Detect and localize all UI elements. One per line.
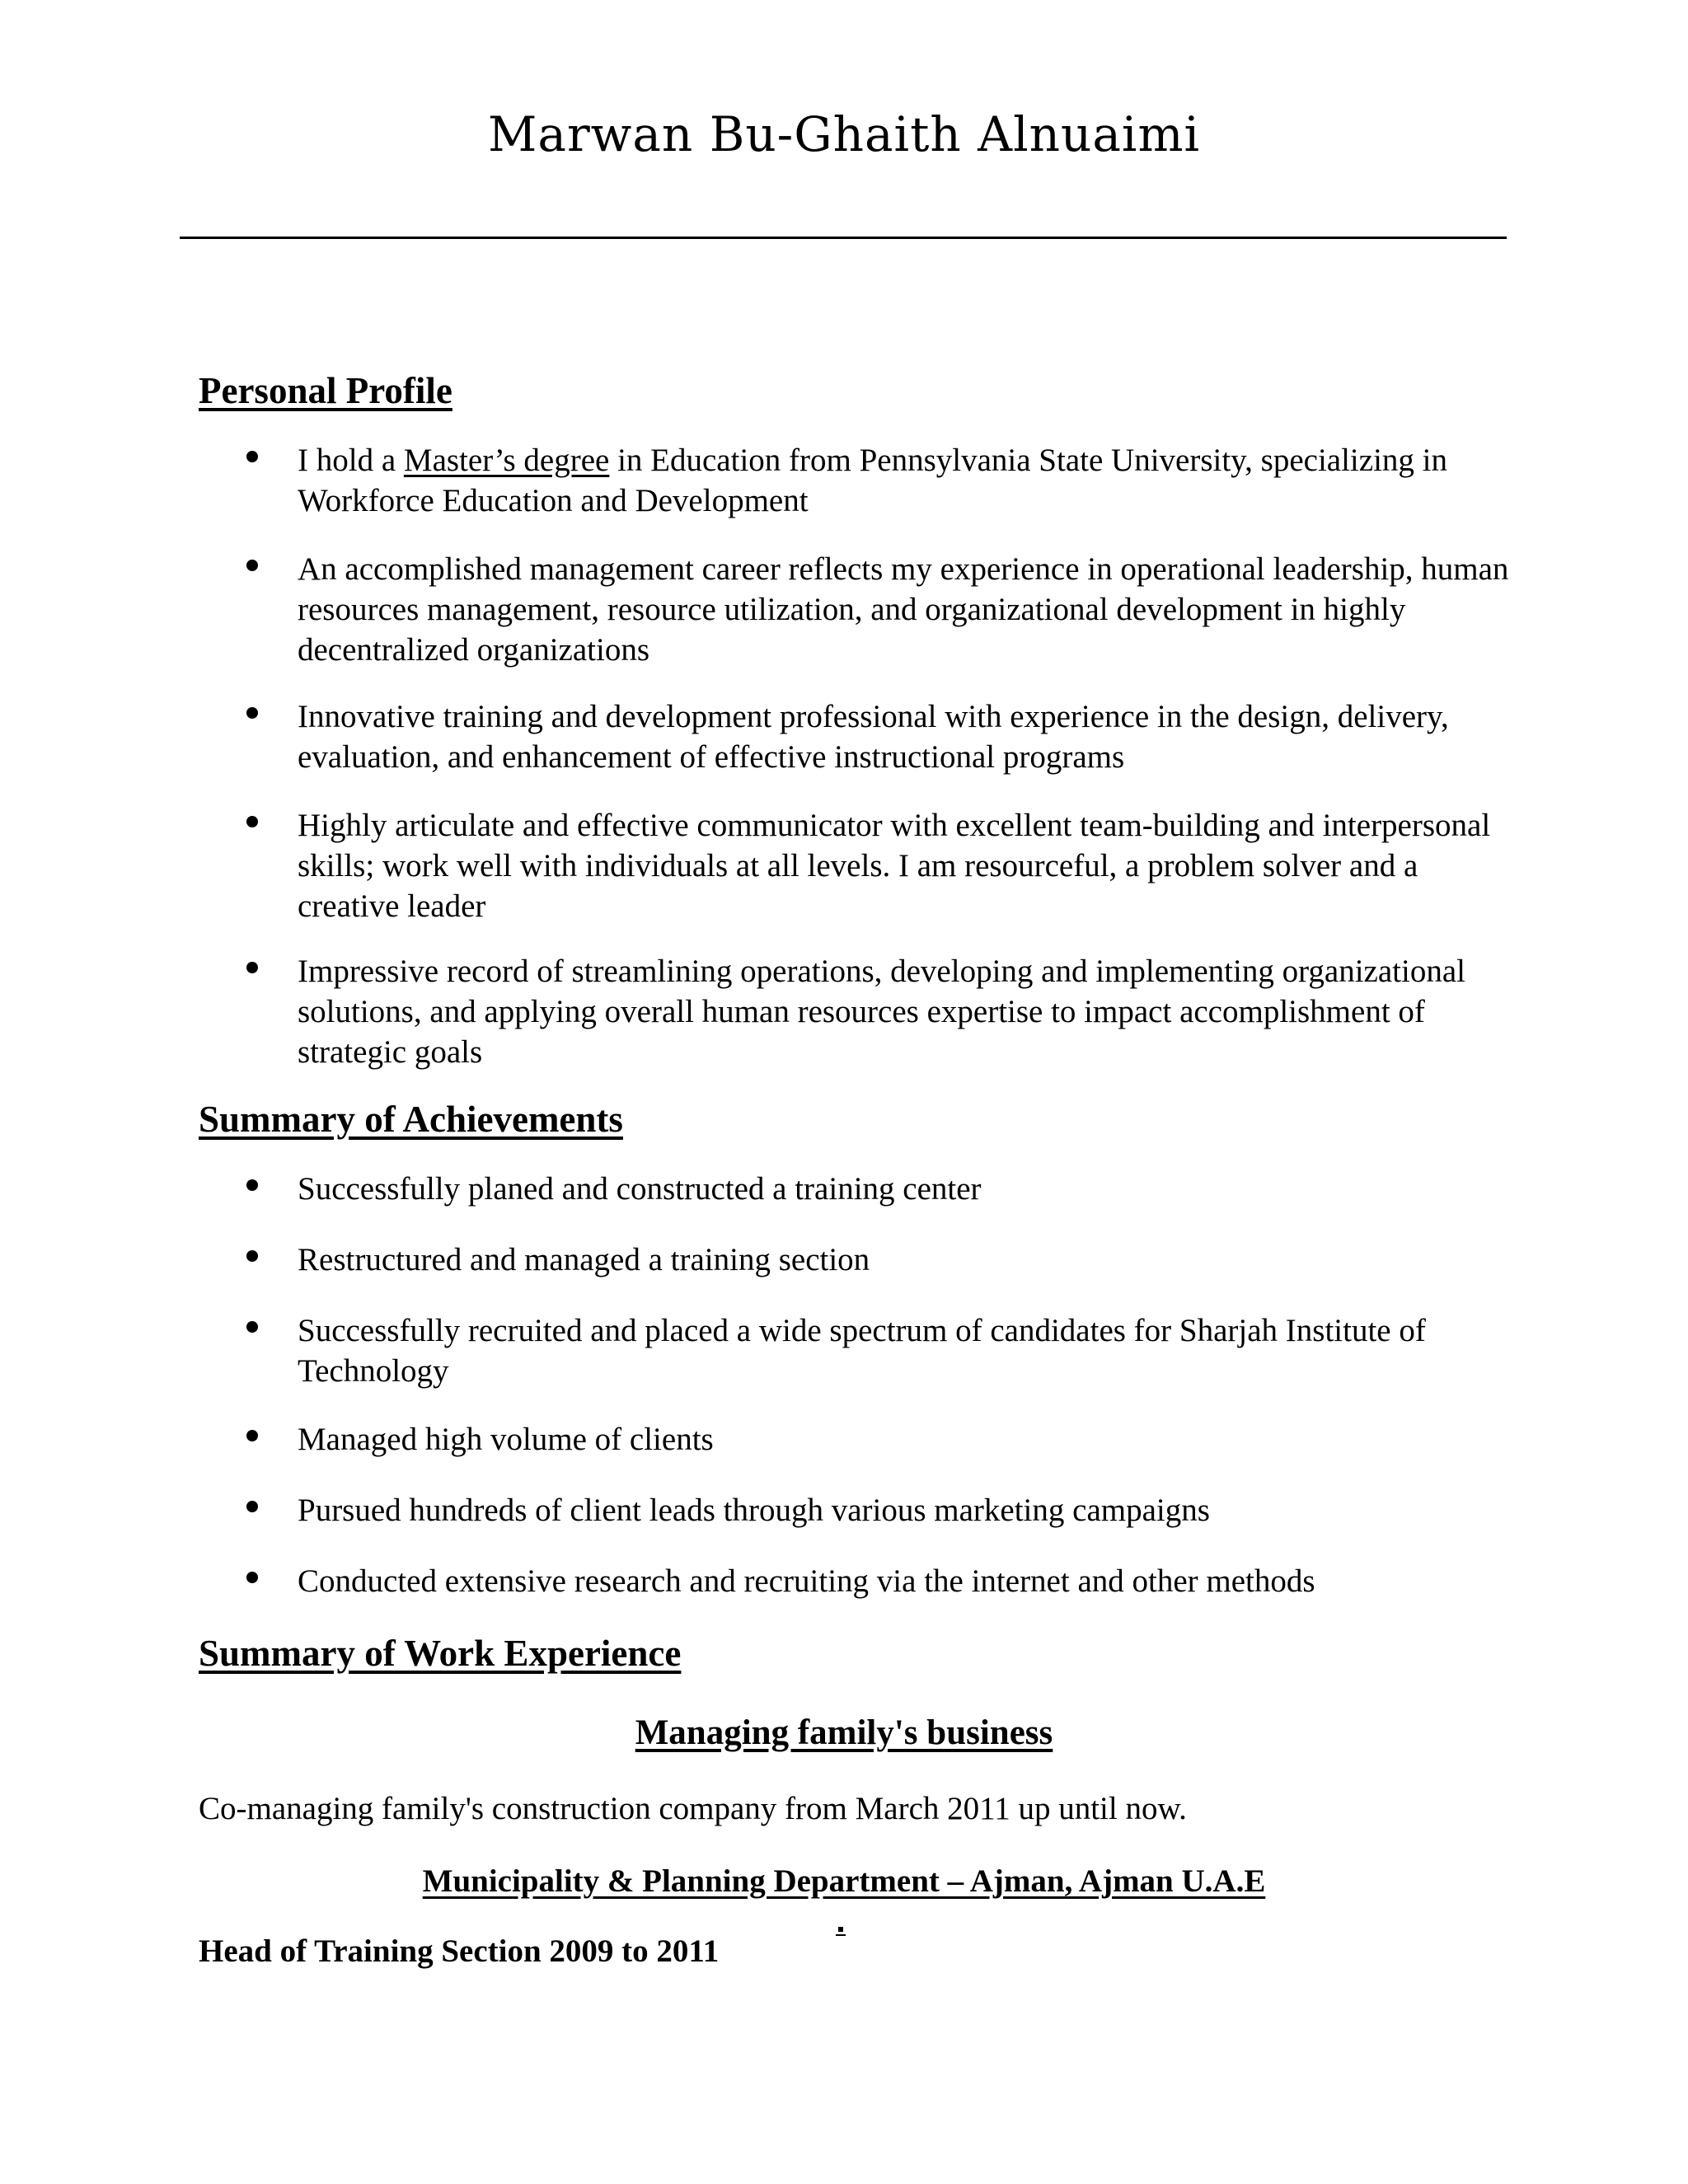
profile-item-text: Impressive record of streamlining operations, developing and implementing organizational solutions, and applying overall human resources expertise to impact accomplishment of strategic goals (298, 954, 1465, 1070)
achievement-text: Successfully recruited and placed a wide spectrum of candidates for Sharjah Institute of Technology (298, 1313, 1426, 1389)
family-business-description: Co-managing family's construction company from March 2011 up until now. (199, 1791, 1187, 1826)
profile-item-text: Highly articulate and effective communicator with excellent team-building and interpersonal skills; work well with individuals at all levels. I am resourceful, a problem solver and a creative leader (298, 808, 1491, 924)
resume-name: Marwan Bu-Ghaith Alnuaimi (487, 106, 1201, 162)
achievement-text: Restructured and managed a training section (298, 1242, 870, 1277)
masters-degree-link[interactable]: Master’s degree (403, 443, 610, 478)
period-mark (838, 1927, 843, 1932)
bullet-icon (246, 707, 258, 719)
profile-item-prefix: I hold a (298, 443, 404, 478)
achievement-text: Conducted extensive research and recruiting via the internet and other methods (298, 1563, 1315, 1599)
bullet-icon (246, 560, 258, 571)
header-divider (180, 237, 1507, 239)
period-underline (836, 1934, 846, 1936)
profile-item-suffix: in Education from Pennsylvania State University, specializing in Workforce Education and Development (298, 443, 1447, 518)
position-title: Head of Training Section 2009 to 2011 (199, 1933, 720, 1969)
bullet-icon (246, 1572, 258, 1583)
bullet-icon (246, 816, 258, 827)
achievement-text: Pursued hundreds of client leads through various marketing campaigns (298, 1493, 1210, 1528)
profile-item-text: Innovative training and development professional with experience in the design, delivery, evaluation, and enhancement of effective instructional programs (298, 699, 1449, 775)
achievement-text: Managed high volume of clients (298, 1422, 714, 1457)
personal-profile-heading: Personal Profile (199, 370, 452, 411)
municipality-heading: Municipality & Planning Department – Ajman, Ajman U.A.E (422, 1863, 1266, 1899)
bullet-icon (246, 1430, 258, 1441)
bullet-icon (246, 1179, 258, 1191)
achievements-heading: Summary of Achievements (199, 1099, 623, 1140)
bullet-icon (246, 1321, 258, 1333)
bullet-icon (246, 1250, 258, 1262)
work-experience-heading: Summary of Work Experience (199, 1633, 682, 1674)
bullet-icon (246, 962, 258, 973)
profile-item-text: An accomplished management career reflects my experience in operational leadership, human resources management, resource utilization, and organizational development in highly decentralized organizations (298, 551, 1509, 668)
bullet-icon (246, 1501, 258, 1512)
bullet-icon (246, 451, 258, 462)
achievement-text: Successfully planed and constructed a training center (298, 1171, 982, 1207)
family-business-heading: Managing family's business (635, 1713, 1053, 1752)
